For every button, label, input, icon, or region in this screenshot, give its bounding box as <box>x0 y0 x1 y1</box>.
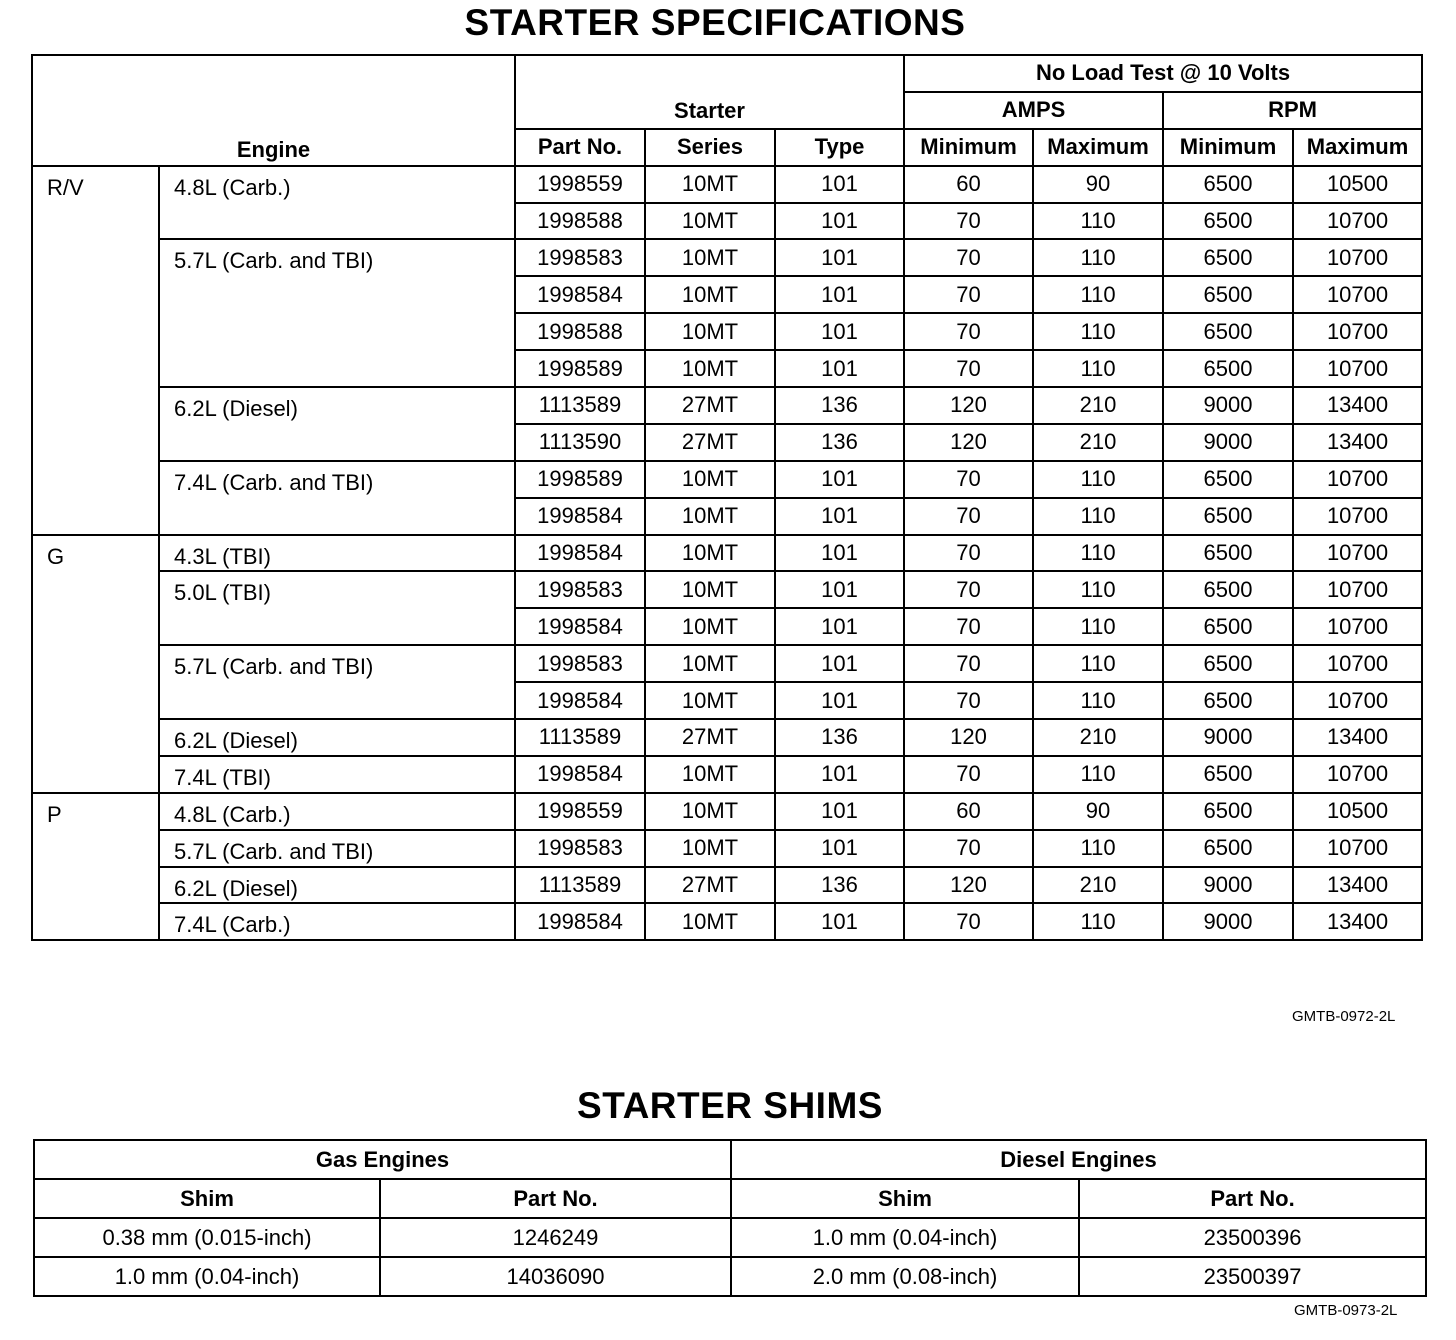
amps-max-cell: 90 <box>1033 793 1163 830</box>
part-no-header: Part No. <box>515 129 645 166</box>
rpm-min-cell: 9000 <box>1163 719 1293 756</box>
type-cell: 101 <box>775 313 904 350</box>
rpm-min-cell: 6500 <box>1163 830 1293 867</box>
type-cell: 101 <box>775 571 904 608</box>
rpm-max-cell: 10500 <box>1293 793 1422 830</box>
amps-max-cell: 110 <box>1033 313 1163 350</box>
rpm-min-cell: 6500 <box>1163 571 1293 608</box>
type-header: Type <box>775 129 904 166</box>
rpm-max-cell: 13400 <box>1293 903 1422 940</box>
part-no-cell: 1998583 <box>515 645 645 682</box>
amps-max-cell: 110 <box>1033 498 1163 535</box>
amps-max-cell: 110 <box>1033 830 1163 867</box>
amps-min-cell: 70 <box>904 239 1033 276</box>
engine-cell: 7.4L (Carb.) <box>159 903 515 940</box>
table-row <box>32 719 1422 756</box>
part-no-cell: 1998584 <box>515 756 645 793</box>
table-row <box>32 756 1422 793</box>
amps-min-cell: 60 <box>904 166 1033 203</box>
amps-min-cell: 70 <box>904 350 1033 387</box>
rpm-max-cell: 10700 <box>1293 461 1422 498</box>
amps-min-cell: 70 <box>904 498 1033 535</box>
series-cell: 27MT <box>645 719 775 756</box>
rpm-max-cell: 10700 <box>1293 313 1422 350</box>
amps-min-cell: 70 <box>904 903 1033 940</box>
amps-min-cell: 70 <box>904 313 1033 350</box>
part-no-cell: 1998559 <box>515 166 645 203</box>
rpm-max-cell: 10700 <box>1293 239 1422 276</box>
table-row <box>32 387 1422 424</box>
amps-min-cell: 70 <box>904 461 1033 498</box>
amps-max-cell: 210 <box>1033 387 1163 424</box>
part-no-cell: 1998589 <box>515 461 645 498</box>
part-no-cell: 1998584 <box>515 276 645 313</box>
part-no-cell: 1113589 <box>515 719 645 756</box>
gas-engines-header: Gas Engines <box>34 1140 731 1179</box>
amps-min-cell: 70 <box>904 830 1033 867</box>
rpm-max-cell: 10700 <box>1293 535 1422 572</box>
series-cell: 10MT <box>645 608 775 645</box>
rpm-min-cell: 6500 <box>1163 645 1293 682</box>
part-no-cell: 1998583 <box>515 830 645 867</box>
vehicle-cell: R/V <box>32 166 159 535</box>
series-cell: 27MT <box>645 424 775 461</box>
series-cell: 10MT <box>645 645 775 682</box>
amps-min-cell: 70 <box>904 645 1033 682</box>
engine-cell: 7.4L (TBI) <box>159 756 515 793</box>
engine-cell: 4.8L (Carb.) <box>159 166 515 240</box>
amps-max-cell: 210 <box>1033 719 1163 756</box>
engine-cell: 5.0L (TBI) <box>159 571 515 645</box>
rpm-min-cell: 9000 <box>1163 424 1293 461</box>
starter-specifications-title: STARTER SPECIFICATIONS <box>464 2 966 43</box>
series-cell: 10MT <box>645 571 775 608</box>
table-row <box>32 461 1422 498</box>
series-cell: 27MT <box>645 867 775 904</box>
type-cell: 136 <box>775 867 904 904</box>
starter-specifications-table <box>31 54 1423 941</box>
diesel-part-no-cell: 23500396 <box>1079 1218 1426 1257</box>
amps-min-cell: 120 <box>904 424 1033 461</box>
rpm-min-cell: 6500 <box>1163 203 1293 240</box>
amps-min-cell: 70 <box>904 276 1033 313</box>
series-cell: 10MT <box>645 793 775 830</box>
rpm-max-cell: 13400 <box>1293 867 1422 904</box>
rpm-min-cell: 6500 <box>1163 350 1293 387</box>
type-cell: 101 <box>775 903 904 940</box>
type-cell: 101 <box>775 498 904 535</box>
part-no-cell: 1998584 <box>515 903 645 940</box>
type-cell: 101 <box>775 203 904 240</box>
amps-max-cell: 110 <box>1033 645 1163 682</box>
amps-minimum-header: Minimum <box>904 129 1033 166</box>
type-cell: 101 <box>775 756 904 793</box>
engine-cell: 6.2L (Diesel) <box>159 867 515 904</box>
amps-min-cell: 70 <box>904 608 1033 645</box>
part-no-cell: 1998559 <box>515 793 645 830</box>
amps-max-cell: 110 <box>1033 608 1163 645</box>
type-cell: 101 <box>775 608 904 645</box>
part-no-cell: 1998584 <box>515 535 645 572</box>
part-no-cell: 1113589 <box>515 867 645 904</box>
series-cell: 10MT <box>645 535 775 572</box>
gas-shim-cell: 1.0 mm (0.04-inch) <box>34 1257 380 1296</box>
shims-table-body <box>34 1218 1426 1296</box>
rpm-max-cell: 10700 <box>1293 645 1422 682</box>
part-no-cell: 1998584 <box>515 682 645 719</box>
rpm-max-cell: 10700 <box>1293 350 1422 387</box>
rpm-max-cell: 10700 <box>1293 756 1422 793</box>
shims-figure-code: GMTB-0973-2L <box>1294 1302 1398 1319</box>
rpm-min-cell: 6500 <box>1163 756 1293 793</box>
rpm-max-cell: 13400 <box>1293 387 1422 424</box>
type-cell: 136 <box>775 719 904 756</box>
gas-part-no-cell: 14036090 <box>380 1257 731 1296</box>
vehicle-cell: G <box>32 535 159 793</box>
rpm-header: RPM <box>1163 92 1422 129</box>
amps-min-cell: 120 <box>904 387 1033 424</box>
rpm-min-cell: 6500 <box>1163 239 1293 276</box>
rpm-min-cell: 6500 <box>1163 682 1293 719</box>
amps-max-cell: 90 <box>1033 166 1163 203</box>
engine-cell: 6.2L (Diesel) <box>159 719 515 756</box>
diesel-part-no-cell: 23500397 <box>1079 1257 1426 1296</box>
table-row <box>32 571 1422 608</box>
type-cell: 101 <box>775 830 904 867</box>
vehicle-cell: P <box>32 793 159 941</box>
engine-cell: 5.7L (Carb. and TBI) <box>159 645 515 719</box>
rpm-maximum-header: Maximum <box>1293 129 1422 166</box>
rpm-min-cell: 6500 <box>1163 313 1293 350</box>
engine-cell: 4.3L (TBI) <box>159 535 515 572</box>
amps-min-cell: 70 <box>904 756 1033 793</box>
engine-cell: 5.7L (Carb. and TBI) <box>159 239 515 387</box>
engine-cell: 5.7L (Carb. and TBI) <box>159 830 515 867</box>
gas-part-no-header: Part No. <box>380 1179 731 1218</box>
part-no-cell: 1113590 <box>515 424 645 461</box>
amps-max-cell: 210 <box>1033 867 1163 904</box>
starter-shims-table <box>33 1139 1427 1297</box>
table-row <box>32 793 1422 830</box>
part-no-cell: 1998588 <box>515 203 645 240</box>
rpm-min-cell: 6500 <box>1163 461 1293 498</box>
rpm-min-cell: 6500 <box>1163 535 1293 572</box>
rpm-min-cell: 9000 <box>1163 867 1293 904</box>
table-row <box>32 535 1422 572</box>
amps-max-cell: 110 <box>1033 461 1163 498</box>
series-cell: 10MT <box>645 903 775 940</box>
table-row <box>32 867 1422 904</box>
type-cell: 101 <box>775 793 904 830</box>
rpm-min-cell: 6500 <box>1163 276 1293 313</box>
amps-max-cell: 210 <box>1033 424 1163 461</box>
rpm-min-cell: 9000 <box>1163 387 1293 424</box>
series-cell: 27MT <box>645 387 775 424</box>
gas-shim-header: Shim <box>34 1179 380 1218</box>
series-cell: 10MT <box>645 350 775 387</box>
rpm-max-cell: 10700 <box>1293 830 1422 867</box>
rpm-min-cell: 6500 <box>1163 608 1293 645</box>
rpm-max-cell: 13400 <box>1293 424 1422 461</box>
type-cell: 136 <box>775 387 904 424</box>
series-cell: 10MT <box>645 313 775 350</box>
series-cell: 10MT <box>645 166 775 203</box>
diesel-shim-header: Shim <box>731 1179 1079 1218</box>
table-row <box>32 645 1422 682</box>
part-no-cell: 1998583 <box>515 239 645 276</box>
part-no-cell: 1998583 <box>515 571 645 608</box>
series-cell: 10MT <box>645 461 775 498</box>
amps-max-cell: 110 <box>1033 756 1163 793</box>
gas-shim-cell: 0.38 mm (0.015-inch) <box>34 1218 380 1257</box>
series-cell: 10MT <box>645 830 775 867</box>
part-no-cell: 1998588 <box>515 313 645 350</box>
type-cell: 136 <box>775 424 904 461</box>
diesel-shim-cell: 2.0 mm (0.08-inch) <box>731 1257 1079 1296</box>
amps-header: AMPS <box>904 92 1163 129</box>
type-cell: 101 <box>775 682 904 719</box>
diesel-shim-cell: 1.0 mm (0.04-inch) <box>731 1218 1079 1257</box>
type-cell: 101 <box>775 276 904 313</box>
amps-min-cell: 60 <box>904 793 1033 830</box>
amps-max-cell: 110 <box>1033 203 1163 240</box>
table-row <box>34 1218 1426 1257</box>
rpm-max-cell: 10700 <box>1293 608 1422 645</box>
table-row <box>32 830 1422 867</box>
starter-header: Starter <box>515 55 904 129</box>
table-row <box>32 239 1422 276</box>
amps-min-cell: 70 <box>904 682 1033 719</box>
rpm-min-cell: 6500 <box>1163 498 1293 535</box>
rpm-min-cell: 9000 <box>1163 903 1293 940</box>
engine-cell: 7.4L (Carb. and TBI) <box>159 461 515 535</box>
type-cell: 101 <box>775 461 904 498</box>
series-cell: 10MT <box>645 498 775 535</box>
type-cell: 101 <box>775 166 904 203</box>
rpm-min-cell: 6500 <box>1163 793 1293 830</box>
type-cell: 101 <box>775 535 904 572</box>
series-cell: 10MT <box>645 239 775 276</box>
engine-cell: 6.2L (Diesel) <box>159 387 515 461</box>
part-no-cell: 1998584 <box>515 608 645 645</box>
series-cell: 10MT <box>645 276 775 313</box>
rpm-max-cell: 10500 <box>1293 166 1422 203</box>
diesel-engines-header: Diesel Engines <box>731 1140 1426 1179</box>
rpm-minimum-header: Minimum <box>1163 129 1293 166</box>
part-no-cell: 1998584 <box>515 498 645 535</box>
amps-max-cell: 110 <box>1033 682 1163 719</box>
part-no-cell: 1998589 <box>515 350 645 387</box>
starter-shims-title: STARTER SHIMS <box>577 1085 883 1126</box>
table-row <box>32 903 1422 940</box>
series-cell: 10MT <box>645 756 775 793</box>
type-cell: 101 <box>775 350 904 387</box>
rpm-max-cell: 10700 <box>1293 203 1422 240</box>
amps-max-cell: 110 <box>1033 571 1163 608</box>
series-cell: 10MT <box>645 203 775 240</box>
table-row <box>34 1257 1426 1296</box>
table-row <box>32 166 1422 203</box>
gas-part-no-cell: 1246249 <box>380 1218 731 1257</box>
amps-min-cell: 70 <box>904 571 1033 608</box>
rpm-min-cell: 6500 <box>1163 166 1293 203</box>
amps-max-cell: 110 <box>1033 535 1163 572</box>
amps-maximum-header: Maximum <box>1033 129 1163 166</box>
amps-min-cell: 120 <box>904 719 1033 756</box>
amps-max-cell: 110 <box>1033 903 1163 940</box>
part-no-cell: 1113589 <box>515 387 645 424</box>
rpm-max-cell: 10700 <box>1293 498 1422 535</box>
series-header: Series <box>645 129 775 166</box>
diesel-part-no-header: Part No. <box>1079 1179 1426 1218</box>
type-cell: 101 <box>775 239 904 276</box>
rpm-max-cell: 13400 <box>1293 719 1422 756</box>
amps-min-cell: 120 <box>904 867 1033 904</box>
engine-header: Engine <box>32 55 515 166</box>
amps-min-cell: 70 <box>904 203 1033 240</box>
rpm-max-cell: 10700 <box>1293 571 1422 608</box>
series-cell: 10MT <box>645 682 775 719</box>
rpm-max-cell: 10700 <box>1293 682 1422 719</box>
amps-min-cell: 70 <box>904 535 1033 572</box>
amps-max-cell: 110 <box>1033 350 1163 387</box>
spec-table-body <box>32 166 1422 941</box>
engine-cell: 4.8L (Carb.) <box>159 793 515 830</box>
type-cell: 101 <box>775 645 904 682</box>
spec-figure-code: GMTB-0972-2L <box>1292 1008 1396 1025</box>
amps-max-cell: 110 <box>1033 276 1163 313</box>
amps-max-cell: 110 <box>1033 239 1163 276</box>
no-load-test-header: No Load Test @ 10 Volts <box>904 55 1422 92</box>
rpm-max-cell: 10700 <box>1293 276 1422 313</box>
